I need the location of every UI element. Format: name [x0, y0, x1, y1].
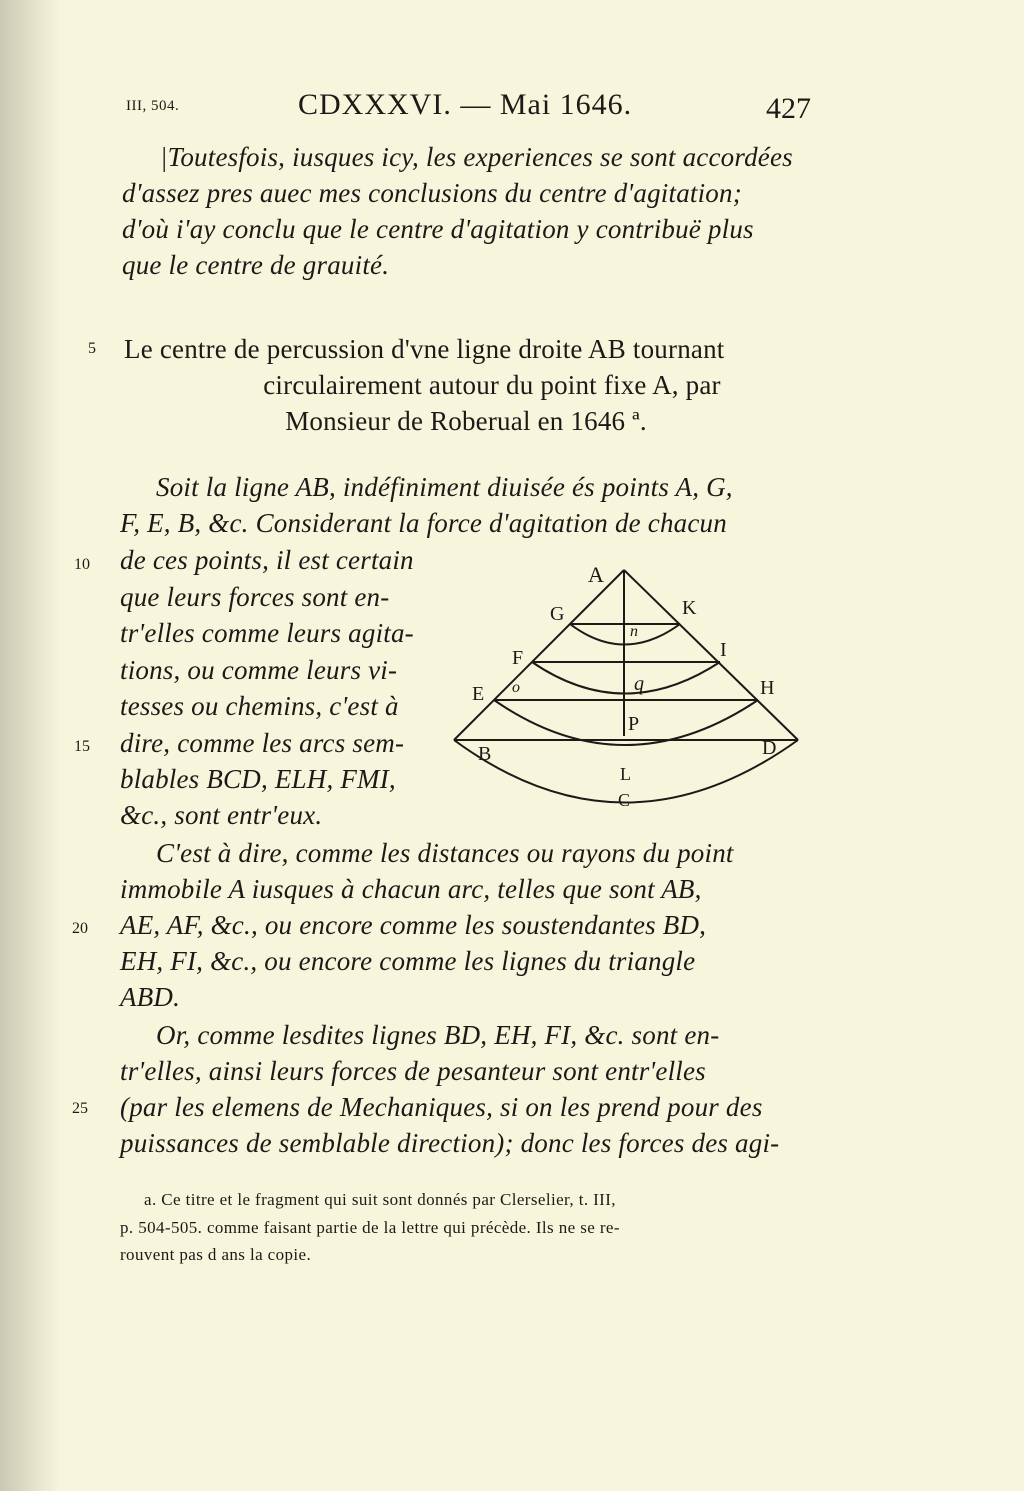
text-line: immobile A iusques à chacun arc, telles que sont AB,: [120, 874, 702, 904]
label-a: A: [588, 562, 604, 587]
label-n: n: [630, 623, 638, 640]
label-b: B: [478, 743, 492, 765]
footnote-line: p. 504-505. comme faisant partie de la lettre qui précède. Ils ne se re-: [120, 1218, 620, 1237]
label-g: G: [550, 603, 565, 625]
label-l: L: [620, 764, 631, 784]
label-i: I: [720, 639, 727, 661]
intro-line: d'où i'ay conclu que le centre d'agitation y contribuë plus: [122, 214, 754, 244]
text-line: de ces points, il est certain: [120, 545, 414, 575]
label-p: P: [628, 713, 640, 735]
footnote-line: a. Ce titre et le fragment qui suit sont donnés par Clerselier, t. III,: [144, 1190, 616, 1209]
line-number: 20: [72, 920, 88, 937]
footnote-line: rouvent pas d ans la copie.: [120, 1245, 312, 1264]
text-line: AE, AF, &c., ou encore comme les soustendantes BD,: [120, 910, 707, 940]
text-line: &c., sont entr'eux.: [120, 800, 323, 830]
text-line: que leurs forces sont en-: [120, 582, 390, 612]
text-line: EH, FI, &c., ou encore comme les lignes du triangle: [120, 946, 696, 976]
page-header: [0, 88, 1024, 128]
label-c: C: [618, 790, 631, 810]
line-number: 10: [74, 556, 90, 573]
text-line: F, E, B, &c. Considerant la force d'agitation de chacun: [120, 508, 727, 538]
line-ad: [624, 570, 798, 740]
geometry-diagram: [448, 560, 808, 820]
text-line: (par les elemens de Mechaniques, si on les prend pour des: [120, 1092, 763, 1122]
text-line: tions, ou comme leurs vi-: [120, 655, 398, 685]
arc-elh: [494, 700, 758, 745]
line-ab: [454, 570, 624, 740]
label-h: H: [760, 677, 775, 699]
label-k: K: [682, 597, 697, 619]
section-heading-line: Le centre de percussion d'vne ligne droite AB tournant: [124, 334, 725, 364]
page-gutter-shadow: [0, 0, 60, 1491]
intro-line: |Toutesfois, iusques icy, les experiences se sont accordées: [160, 142, 793, 172]
section-heading-line: circulairement autour du point fixe A, par: [263, 370, 721, 400]
line-number: 25: [72, 1100, 88, 1117]
page-number: 427: [766, 92, 811, 125]
intro-line: que le centre de grauité.: [122, 250, 390, 280]
header-title: CDXXXVI. — Mai 1646.: [298, 88, 633, 121]
text-line: tr'elles, ainsi leurs forces de pesanteur sont entr'elles: [120, 1056, 706, 1086]
label-o: o: [512, 679, 520, 696]
text-line: blables BCD, ELH, FMI,: [120, 764, 396, 794]
header-reference: III, 504.: [126, 98, 180, 114]
text-line: C'est à dire, comme les distances ou rayons du point: [156, 838, 734, 868]
label-f: F: [512, 647, 524, 669]
text-line: puissances de semblable direction); donc les forces des agi-: [120, 1128, 780, 1158]
text-line: tesses ou chemins, c'est à: [120, 691, 399, 721]
label-d: D: [762, 737, 777, 759]
label-q: q: [634, 673, 644, 695]
text-line: Or, comme lesdites lignes BD, EH, FI, &c. sont en-: [156, 1020, 720, 1050]
label-e: E: [472, 683, 485, 705]
line-number: 5: [88, 340, 96, 357]
arc-fmi: [532, 662, 720, 694]
section-heading-line: Monsieur de Roberual en 1646 ª.: [285, 406, 647, 436]
text-line: Soit la ligne AB, indéfiniment diuisée és points A, G,: [156, 472, 733, 502]
line-number: 15: [74, 738, 90, 755]
text-line: tr'elles comme leurs agita-: [120, 618, 414, 648]
text-line: ABD.: [120, 982, 181, 1012]
intro-line: d'assez pres auec mes conclusions du centre d'agitation;: [122, 178, 742, 208]
text-line: dire, comme les arcs sem-: [120, 728, 405, 758]
